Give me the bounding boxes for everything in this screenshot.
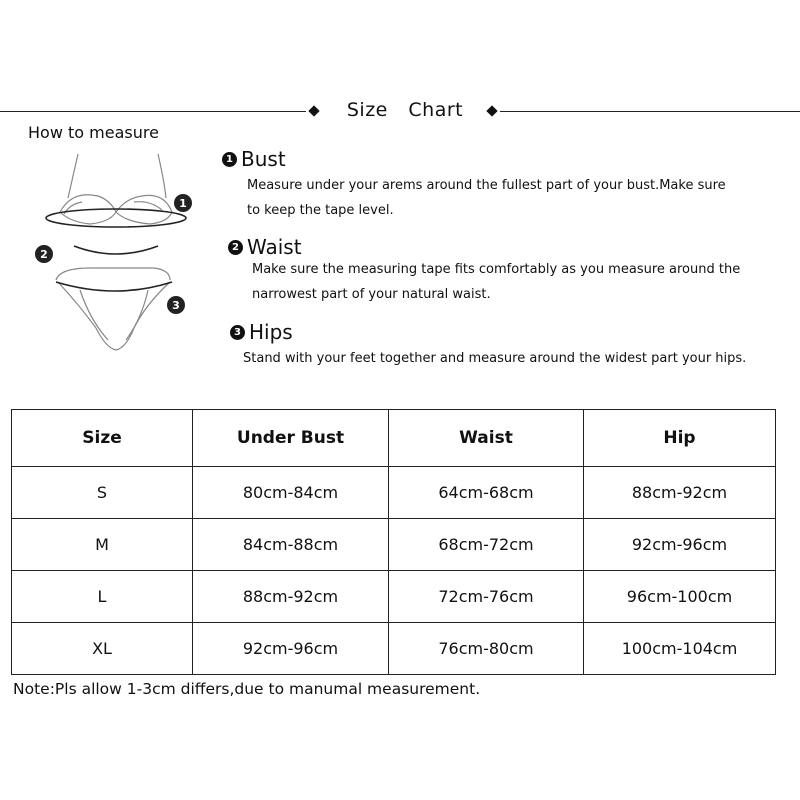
cell-under-bust: 92cm-96cm (193, 623, 389, 675)
cell-size: XL (12, 623, 193, 675)
measure-hips-title: Hips (249, 320, 293, 344)
measure-hips-line-1: Stand with your feet together and measure around the widest part your hips. (243, 351, 747, 366)
table-row (12, 571, 776, 623)
diamond-icon-right (486, 105, 497, 116)
figure-marker-1 (174, 194, 192, 212)
cell-waist: 64cm-68cm (389, 467, 584, 519)
number-2-icon: 2 (228, 240, 243, 255)
cell-under-bust: 80cm-84cm (193, 467, 389, 519)
number-3-icon: 3 (230, 325, 245, 340)
cell-size: S (12, 467, 193, 519)
cell-hip: 88cm-92cm (584, 467, 776, 519)
header-size: Size (12, 410, 193, 467)
measurement-note: Note:Pls allow 1-3cm differs,due to manumal measurement. (13, 680, 481, 698)
table-row (12, 467, 776, 519)
measure-bust-title: Bust (241, 147, 286, 171)
header-hip: Hip (584, 410, 776, 467)
figure-marker-3 (167, 296, 185, 314)
cell-under-bust: 88cm-92cm (193, 571, 389, 623)
cell-under-bust: 84cm-88cm (193, 519, 389, 571)
cell-hip: 96cm-100cm (584, 571, 776, 623)
header-waist: Waist (389, 410, 584, 467)
cell-waist: 76cm-80cm (389, 623, 584, 675)
measure-waist (228, 235, 740, 307)
cell-waist: 68cm-72cm (389, 519, 584, 571)
number-1-icon: 1 (222, 152, 237, 167)
cell-hip: 92cm-96cm (584, 519, 776, 571)
measure-waist-line-2: narrowest part of your natural waist. (252, 287, 491, 302)
measure-bust-line-2: to keep the tape level. (247, 203, 394, 218)
cell-waist: 72cm-76cm (389, 571, 584, 623)
cell-hip: 100cm-104cm (584, 623, 776, 675)
cell-size: L (12, 571, 193, 623)
how-to-measure-label: How to measure (28, 123, 159, 142)
measure-waist-line-1: Make sure the measuring tape fits comfortably as you measure around the (252, 262, 741, 277)
header-under-bust: Under Bust (193, 410, 389, 467)
title-rule-right (500, 111, 800, 112)
title-rule-left (0, 111, 306, 112)
svg-text:3: 3 (172, 299, 180, 312)
figure-marker-2 (35, 245, 53, 263)
diamond-icon-left (308, 105, 319, 116)
svg-text:2: 2 (40, 248, 48, 261)
bikini-illustration (30, 150, 200, 360)
table-row (12, 623, 776, 675)
page-title: Size Chart (346, 99, 464, 121)
svg-text:1: 1 (179, 197, 187, 210)
table-row (12, 519, 776, 571)
cell-size: M (12, 519, 193, 571)
measure-waist-title: Waist (247, 235, 302, 259)
measure-hips (230, 320, 746, 371)
measure-bust-line-1: Measure under your arems around the fullest part of your bust.Make sure (247, 178, 726, 193)
table-header-row (12, 410, 776, 467)
measure-bust (222, 147, 726, 223)
size-table (11, 409, 776, 675)
